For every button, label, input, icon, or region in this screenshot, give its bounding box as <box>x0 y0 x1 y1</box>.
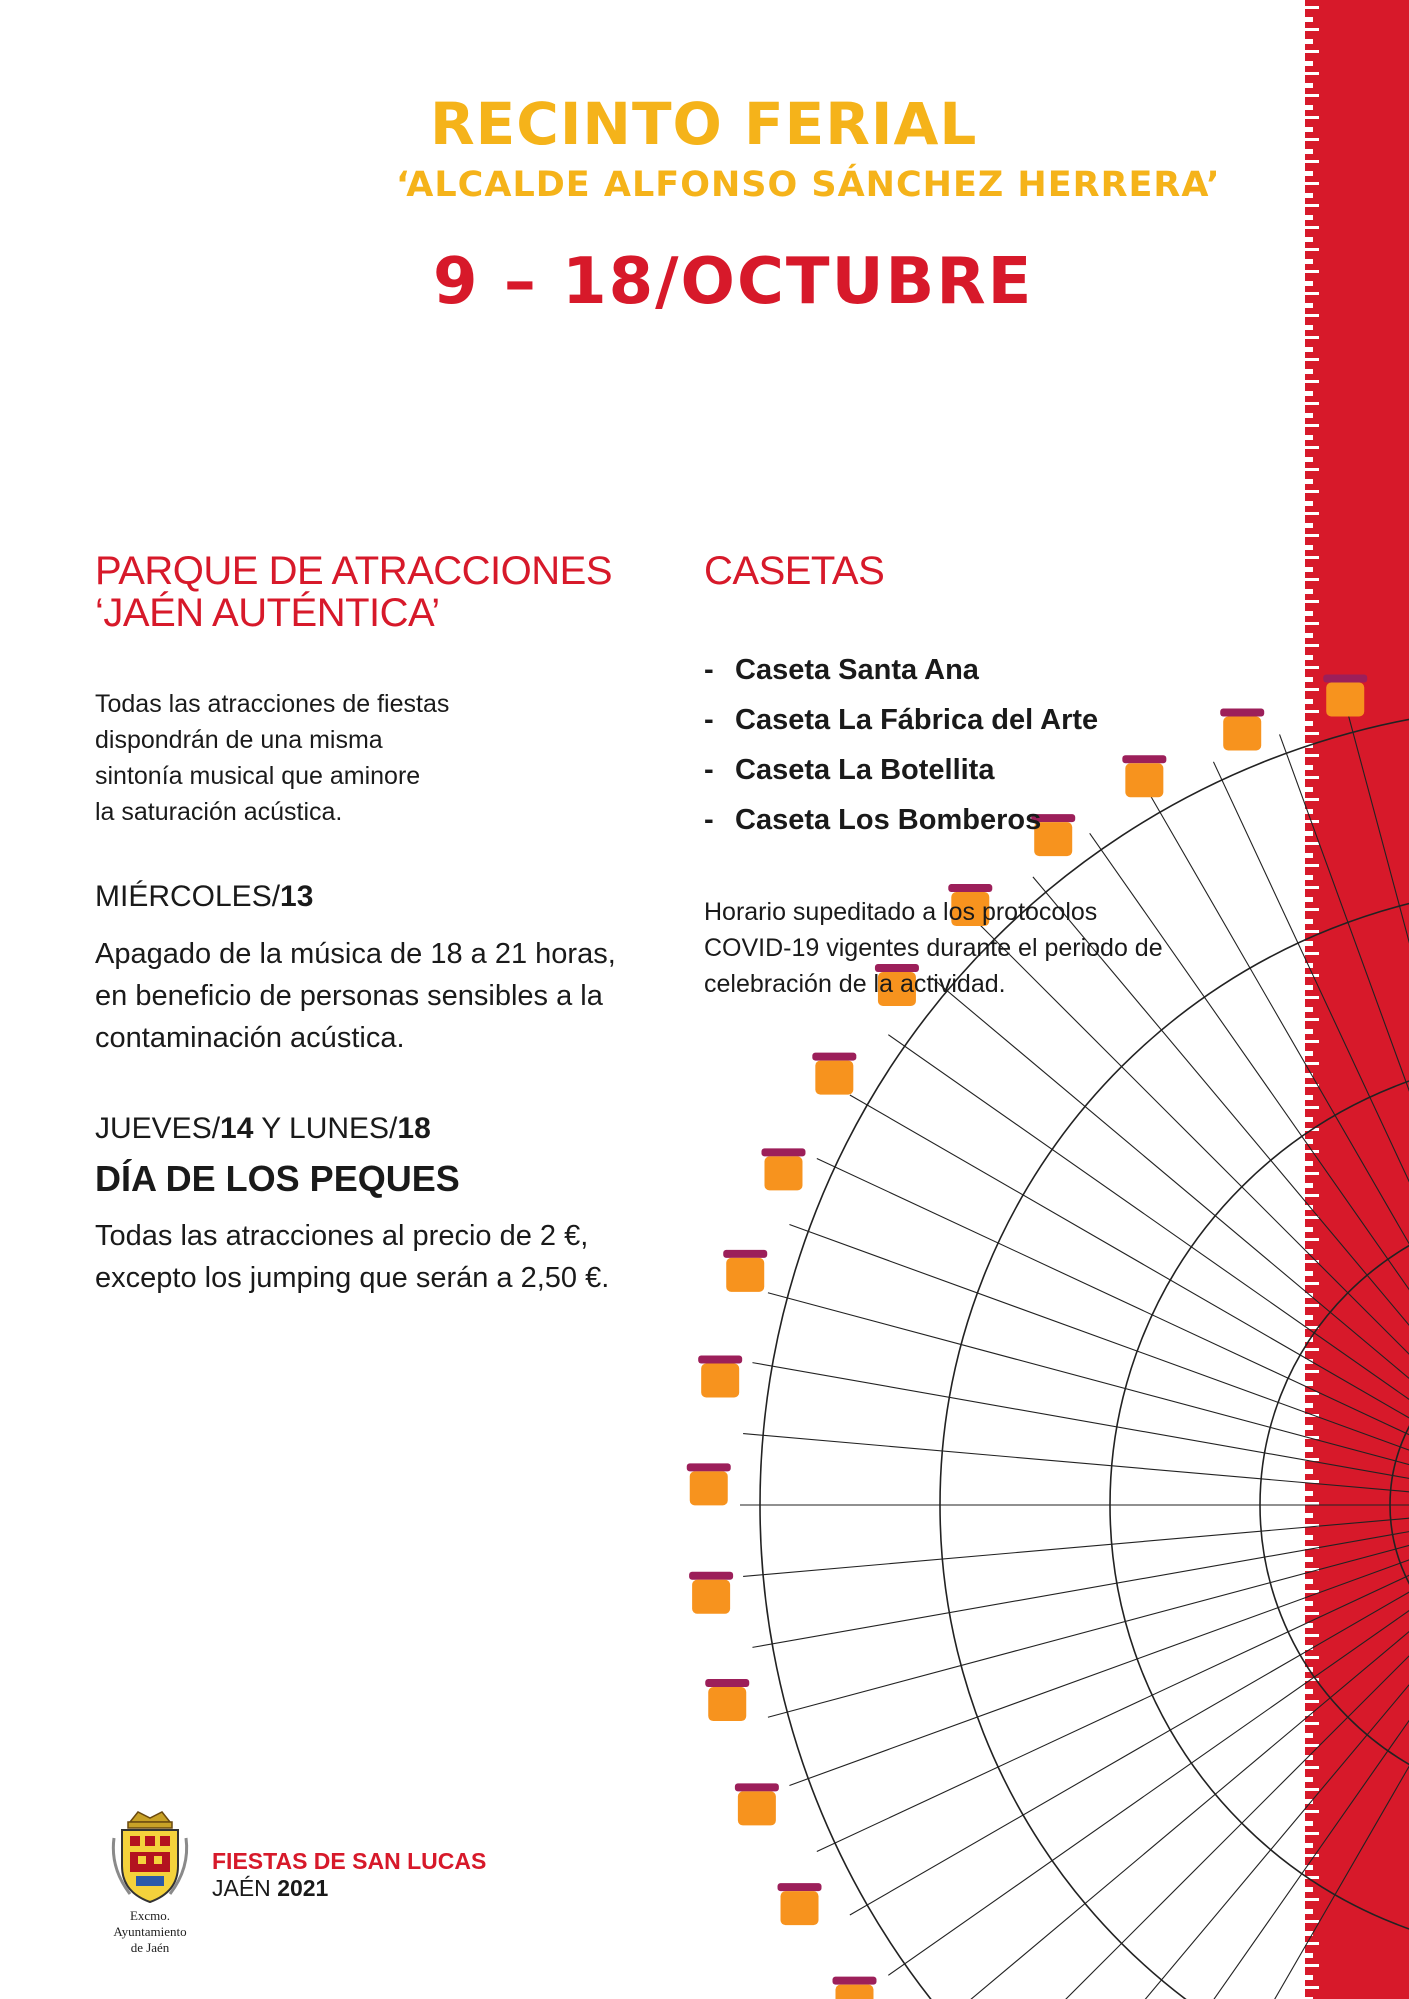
gondola <box>738 1791 776 1825</box>
peques-title: DÍA DE LOS PEQUES <box>95 1158 460 1199</box>
wheel-spoke <box>768 1293 1409 1505</box>
peques-text-line: excepto los jumping que serán a 2,50 €. <box>95 1262 610 1294</box>
list-item <box>704 695 1098 745</box>
list-dash: - <box>704 704 714 736</box>
gondola-roof <box>735 1783 779 1791</box>
gondola-roof <box>723 1250 767 1258</box>
page-title: RECINTO FERIAL <box>430 90 978 158</box>
wednesday-text-line: contaminación acústica. <box>95 1022 405 1054</box>
wheel-spoke <box>1033 1505 1409 1999</box>
caseta-name: Caseta La Botellita <box>735 754 995 786</box>
parque-intro-line: dispondrán de una misma <box>95 726 383 754</box>
footer-brand-title: FIESTAS DE SAN LUCAS <box>212 1848 487 1874</box>
wheel-ring <box>940 885 1409 1999</box>
wheel-spoke <box>980 925 1409 1505</box>
horario-line: COVID-19 vigentes durante el periodo de <box>704 934 1163 962</box>
gondola-roof <box>948 884 992 892</box>
peques-days-label <box>95 1112 431 1146</box>
wheel-spoke <box>1213 762 1409 1505</box>
parque-heading <box>95 550 655 634</box>
casetas-list <box>704 645 1098 845</box>
wheel-spoke <box>768 1505 1409 1717</box>
wheel-spoke <box>1348 713 1409 1505</box>
footer-brand-subtitle <box>212 1875 486 1902</box>
parque-intro-line: Todas las atracciones de fiestas <box>95 690 450 718</box>
gondola-roof <box>832 1977 876 1985</box>
gondola-roof <box>689 1572 733 1580</box>
footer-brand-city: JAÉN <box>212 1875 278 1901</box>
caseta-name: Caseta Santa Ana <box>735 654 979 686</box>
logo-caption <box>92 1908 208 1956</box>
parque-intro-line: sintonía musical que aminore <box>95 762 421 790</box>
parque-heading-line1: PARQUE DE ATRACCIONES <box>95 549 612 593</box>
logo-caption-line: Ayuntamiento <box>113 1924 187 1939</box>
horario-line: celebración de la actividad. <box>704 970 1006 998</box>
gondola-roof <box>705 1679 749 1687</box>
wednesday-label <box>95 880 313 914</box>
peques-number1: 14 <box>220 1112 254 1145</box>
gondola <box>781 1891 819 1925</box>
peques-text <box>95 1215 655 1299</box>
gondola-roof <box>698 1355 742 1363</box>
gondola <box>690 1471 728 1505</box>
gondola-roof <box>1122 755 1166 763</box>
footer-brand <box>212 1848 486 1902</box>
peques-number2: 18 <box>397 1112 431 1145</box>
wednesday-text-line: Apagado de la música de 18 a 21 horas, <box>95 938 616 970</box>
logo-caption-line: Excmo. <box>129 1908 171 1923</box>
peques-text-line: Todas las atracciones al precio de 2 €, <box>95 1220 589 1252</box>
horario-note <box>704 894 1204 1002</box>
gondola <box>764 1156 802 1190</box>
gondola <box>708 1687 746 1721</box>
gondola-roof <box>687 1463 731 1471</box>
gondola <box>1223 716 1261 750</box>
wheel-spoke <box>888 1505 1409 1975</box>
list-dash: - <box>704 804 714 836</box>
wednesday-day: MIÉRCOLES/ <box>95 880 281 913</box>
gondola <box>815 1061 853 1095</box>
wheel-spoke <box>743 1434 1409 1505</box>
horario-line: Horario supeditado a los protocolos <box>704 898 1098 926</box>
wednesday-text <box>95 933 655 1059</box>
wheel-spoke <box>743 1505 1409 1576</box>
parque-intro <box>95 686 515 830</box>
gondola-roof <box>812 1053 856 1061</box>
gondola <box>835 1985 873 1999</box>
event-dates: 9 – 18/OCTUBRE <box>433 245 1034 319</box>
wheel-spoke <box>850 1095 1409 1505</box>
casetas-heading: CASETAS <box>704 549 885 593</box>
parque-intro-line: la saturación acústica. <box>95 798 343 826</box>
wheel-spoke <box>980 1505 1409 1999</box>
venue-subtitle: ‘ALCALDE ALFONSO SÁNCHEZ HERRERA’ <box>396 165 1221 205</box>
list-dash: - <box>704 654 714 686</box>
wheel-spoke <box>1280 734 1409 1505</box>
list-dash: - <box>704 754 714 786</box>
wheel-spoke <box>932 1505 1409 1999</box>
footer-brand-year: 2021 <box>277 1875 329 1901</box>
caseta-name: Caseta La Fábrica del Arte <box>735 704 1099 736</box>
list-item <box>704 795 1098 845</box>
gondola-roof <box>778 1883 822 1891</box>
gondola-roof <box>761 1148 805 1156</box>
caseta-name: Caseta Los Bomberos <box>735 804 1042 836</box>
logo-caption-line: de Jaén <box>130 1940 170 1955</box>
list-item <box>704 745 1098 795</box>
wednesday-number: 13 <box>280 880 314 913</box>
parque-heading-line2: ‘JAÉN AUTÉNTICA’ <box>95 591 440 635</box>
gondola-roof <box>1220 708 1264 716</box>
peques-day1: JUEVES/ <box>95 1112 221 1145</box>
wheel-spoke <box>932 978 1409 1505</box>
wheel-spoke <box>850 1505 1409 1915</box>
gondola <box>726 1258 764 1292</box>
gondola <box>1326 683 1364 717</box>
wheel-spoke <box>1150 1505 1409 1999</box>
gondola <box>1125 763 1163 797</box>
gondola <box>701 1363 739 1397</box>
gondola <box>692 1580 730 1614</box>
city-coat-of-arms-icon <box>100 1808 200 1908</box>
gondola-roof <box>1323 675 1367 683</box>
wednesday-text-line: en beneficio de personas sensibles a la <box>95 980 603 1012</box>
peques-connector: Y LUNES/ <box>253 1112 398 1145</box>
list-item <box>704 645 1098 695</box>
wheel-spoke <box>888 1035 1409 1505</box>
